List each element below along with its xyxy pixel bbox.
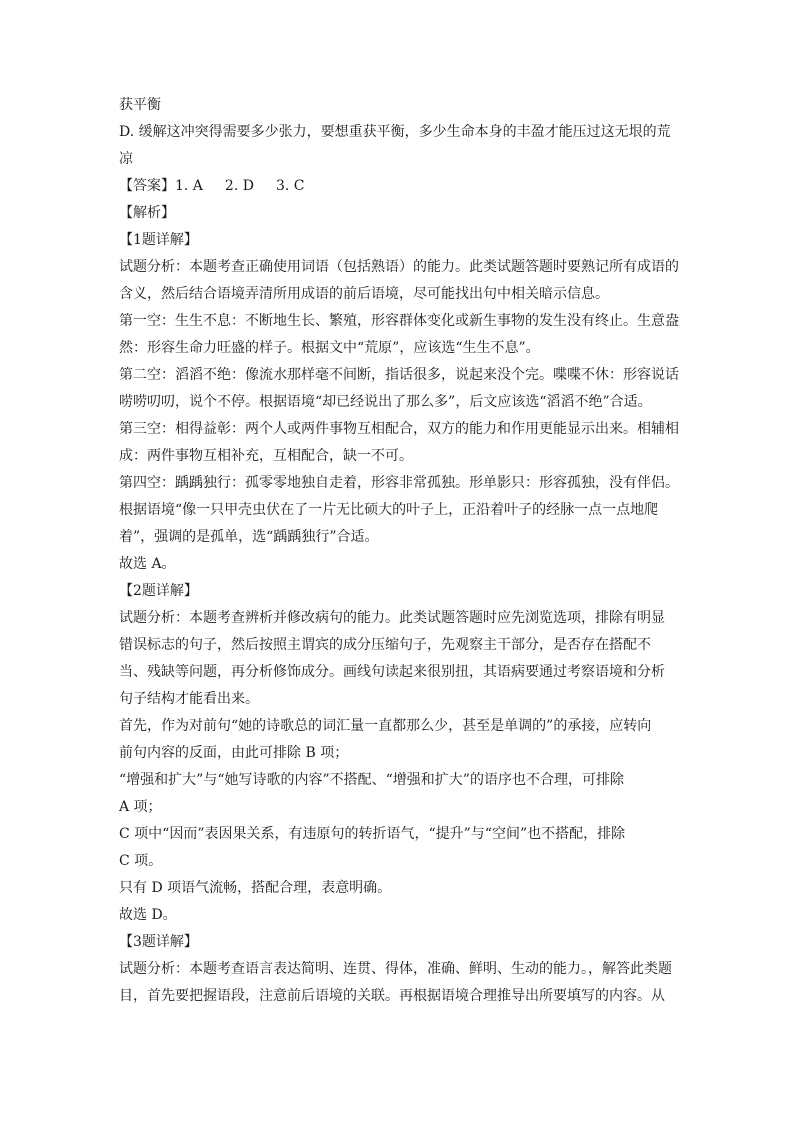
text-line: 错误标志的句子，然后按照主谓宾的成分压缩句子，先观察主干部分，是否存在搭配不 [119,637,651,653]
text-line: 凉 [119,151,133,167]
answer-label: 【答案】 [119,178,175,194]
text-line: 首先，作为对前句“她的诗歌总的词汇量一直都那么少，甚至是单调的”的承接，应转向 [119,718,652,734]
q2-heading: 【2题详解】 [119,583,198,599]
text-line: 第二空：滔滔不绝：像流水那样毫不间断，指话很多，说起来没个完。喋喋不休：形容说话 [119,367,679,383]
text-line: A 项； [119,799,162,815]
q3-heading: 【3题详解】 [119,934,198,950]
text-line: 试题分析：本题考查辨析并修改病句的能力。此类试题答题时应先浏览选项，排除有明显 [119,610,665,626]
text-line: 第三空：相得益彰：两个人或两件事物互相配合，双方的能力和作用更能显示出来。相辅相 [119,421,679,437]
text-line: 目，首先要把握语段，注意前后语境的关联。再根据语境合理推导出所要填写的内容。从 [119,988,665,1004]
text-line: 含义，然后结合语境弄清所用成语的前后语境，尽可能找出句中相关暗示信息。 [119,286,609,302]
text-line: 试题分析：本题考查正确使用词语（包括熟语）的能力。此类试题答题时要熟记所有成语的 [119,259,679,275]
text-line: 唠唠叨叨，说个不停。根据语境“却已经说出了那么多”，后文应该选“滔滔不绝”合适。 [119,394,652,410]
text-line: 故选 D。 [119,907,177,923]
text-line: C 项。 [119,853,163,869]
text-line: “增强和扩大”与“她写诗歌的内容”不搭配、“增强和扩大”的语序也不合理，可排除 [119,772,624,788]
analysis-heading: 【解析】 [119,205,175,221]
text-line: 故选 A。 [119,556,176,572]
q3-body [119,956,679,1010]
text-line: 句子结构才能看出来。 [119,691,259,707]
q2-body [119,605,679,929]
q1-body [119,254,679,578]
answer-item: 3. C [275,178,305,194]
q1-heading: 【1题详解】 [119,232,198,248]
text-line: 前句内容的反面，由此可排除 B 项； [119,745,349,761]
text-line: 成：两件事物互相补充，互相配合，缺一不可。 [119,448,413,464]
answer-item: 1. A [175,178,203,194]
text-line: C 项中“因而”表因果关系，有违原句的转折语气，“提升”与“空间”也不搭配，排除 [119,826,626,842]
text-line: 根据语境“像一只甲壳虫伏在了一片无比硕大的叶子上，正沿着叶子的经脉一点一点地爬 [119,502,659,518]
text-line: 第四空：踽踽独行：孤零零地独自走着，形容非常孤独。形单影只：形容孤独，没有伴侣。 [119,475,679,491]
document-page [119,92,679,1010]
text-line: 获平衡 [119,97,161,113]
text-line: 只有 D 项语气流畅，搭配合理，表意明确。 [119,880,392,896]
text-line: 当、残缺等问题，再分析修饰成分。画线句读起来很别扭，其语病要通过考察语境和分析 [119,664,665,680]
answer-line [119,173,679,200]
text-line: D. 缓解这冲突得需要多少张力，要想重获平衡，多少生命本身的丰盈才能压过这无垠的荒 [119,124,671,140]
text-line: 试题分析：本题考查语言表达简明、连贯、得体，准确、鲜明、生动的能力。，解答此类题 [119,961,672,977]
text-line: 着”，强调的是孤单，选“踽踽独行”合适。 [119,529,379,545]
text-line: 第一空：生生不息：不断地生长、繁殖，形容群体变化或新生事物的发生没有终止。生意盎 [119,313,679,329]
text-line: 然：形容生命力旺盛的样子。根据文中“荒原”，应该选“生生不息”。 [119,340,540,356]
answer-item: 2. D [224,178,254,194]
